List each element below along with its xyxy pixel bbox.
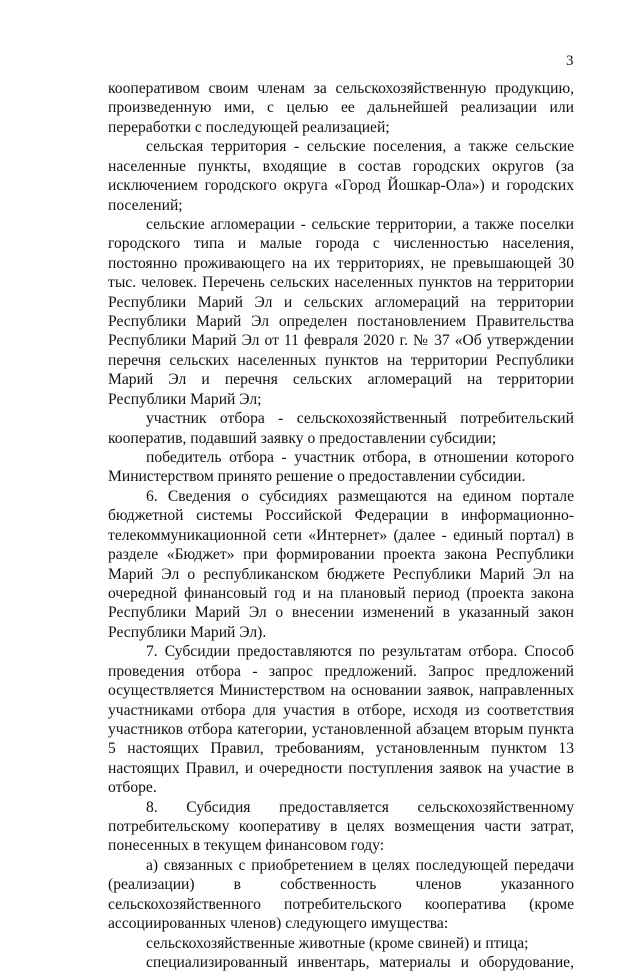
paragraph-cooperative-definition-end: кооперативом своим членам за сельскохозяйственную продукцию, произведенную ими, с целью ее дальнейшей реализации или переработки с последующей реализацией; <box>108 80 574 136</box>
paragraph-item-8a: а) связанных с приобретением в целях последующей передачи (реализации) в собственность членов указанного сельскохозяйственного потребительского кооператива (кроме ассоциированных членов) следующего имущества: <box>108 856 574 933</box>
paragraph-item-6: 6. Сведения о субсидиях размещаются на едином портале бюджетной системы Российской Федерации в информационно-телекоммуникационной сети «Интернет» (далее - единый портал) в разделе «Бюджет» при формировании проекта закона Республики Марий Эл о республиканском бюджете Республики Марий Эл на очередной финансовый год и на плановый период (проекта закона Республики Марий Эл о внесении изменений в указанный закон Республики Марий Эл). <box>108 487 574 641</box>
paragraph-item-7: 7. Субсидии предоставляются по результатам отбора. Способ проведения отбора - запрос предложений. Запрос предложений осуществляется Министерством на основании заявок, направленных участниками отбора для участия в отборе, исходя из соответствия участников отбора категории, установленной абзацем вторым пункта 5 настоящих Правил, требованиям, установленным пунктом 13 настоящих Правил, и очередности поступления заявок на участие в отборе. <box>108 643 574 797</box>
paragraph-rural-agglomerations: сельские агломерации - сельские территории, а также поселки городского типа и малые города с численностью населения, постоянно проживающего на их территориях, не превышающей 30 тыс. человек. Перечень сельских населенных пунктов на территории Республики Марий Эл и сельских агломераций на территории Республики Марий Эл определен постановлением Правительства Республики Марий Эл от 11 февраля 2020 г. № 37 «Об утверждении перечня сельских населенных пунктов на территории Республики Марий Эл и перечня сельских агломераций на территории Республики Марий Эл; <box>108 215 574 408</box>
paragraph-selection-participant: участник отбора - сельскохозяйственный потребительский кооператив, подавший заявку о предоставлении субсидии; <box>108 410 574 447</box>
paragraph-rural-territory: сельская территория - сельские поселения, а также сельские населенные пункты, входящие в состав городских округов (за исключением городского округа «Город Йошкар-Ола») и городских поселений; <box>108 138 574 214</box>
document-body <box>108 79 574 972</box>
paragraph-item-8: 8. Субсидия предоставляется сельскохозяйственному потребительскому кооперативу в целях возмещения части затрат, понесенных в текущем финансовом году: <box>108 798 574 855</box>
page-number: 3 <box>566 53 574 69</box>
paragraph-equipment: специализированный инвентарь, материалы и оборудование, <box>146 953 574 971</box>
paragraph-livestock: сельскохозяйственные животные (кроме свиней) и птица; <box>146 934 529 952</box>
paragraph-selection-winner: победитель отбора - участник отбора, в отношении которого Министерством принято решение о предоставлении субсидии. <box>108 449 574 486</box>
